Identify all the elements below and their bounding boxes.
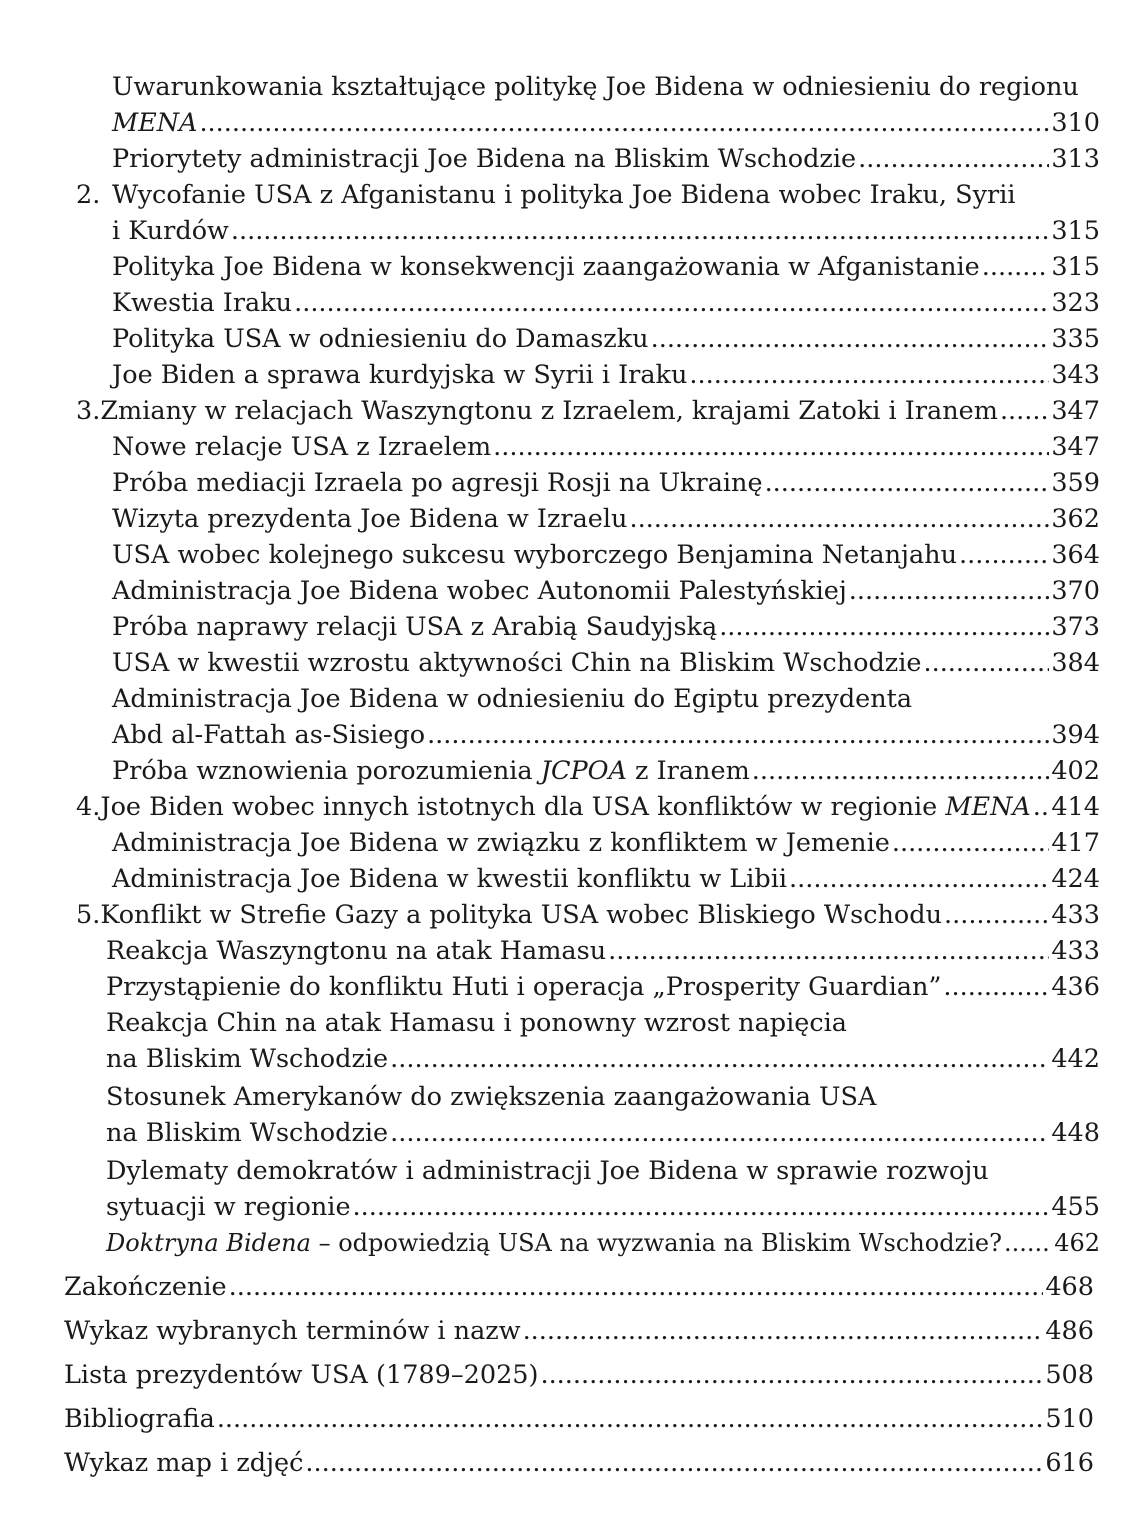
dot-leader	[944, 898, 1049, 932]
toc-entry-title: Administracja Joe Bidena w związku z konfliktem w Jemenie	[112, 828, 890, 858]
title-italic-part: MENA	[945, 792, 1031, 822]
toc-page-number: 394	[1051, 720, 1100, 750]
title-part: Joe Biden wobec innych istotnych dla USA konfliktów w regionie	[100, 792, 946, 822]
section-number: 4.	[76, 792, 101, 822]
toc-entry-title: Próba mediacji Izraela po agresji Rosji na Ukrainę	[112, 468, 763, 498]
dot-leader	[858, 142, 1049, 176]
dot-leader	[923, 646, 1049, 680]
dot-leader	[789, 862, 1049, 896]
title-part: – odpowiedzią USA na wyzwania na Bliskim Wschodzie?	[310, 1229, 1002, 1257]
toc-entry-title-line1: Stosunek Amerykanów do zwiększenia zaangażowania USA	[106, 1082, 877, 1112]
toc-entry-title: MENA	[112, 108, 198, 138]
toc-entry-title-line1: Reakcja Chin na atak Hamasu i ponowny wzrost napięcia	[106, 1008, 847, 1038]
toc-page-number: 370	[1051, 576, 1100, 606]
toc-entry-title	[112, 754, 750, 788]
section-title-text: Wycofanie USA z Afganistanu i polityka Joe Bidena wobec Iraku, Syrii	[112, 180, 1016, 210]
toc-section[interactable]	[76, 790, 1100, 824]
section-number: 2.	[76, 180, 101, 210]
dot-leader	[765, 466, 1050, 500]
toc-entry[interactable]	[106, 1226, 1100, 1260]
dot-leader	[719, 610, 1049, 644]
toc-page-number: 462	[1054, 1229, 1100, 1257]
dot-leader	[427, 718, 1049, 752]
toc-top-entry[interactable]	[64, 1446, 1094, 1480]
toc-page-number: 508	[1045, 1360, 1094, 1390]
toc-page-number: 433	[1051, 936, 1100, 966]
dot-leader	[353, 1190, 1050, 1224]
toc-page-number: 468	[1045, 1272, 1094, 1302]
toc-entry-title: Lista prezydentów USA (1789–2025)	[64, 1360, 539, 1390]
toc-entry-title: Konflikt w Strefie Gazy a polityka USA wobec Bliskiego Wschodu	[100, 900, 942, 930]
toc-entry[interactable]	[112, 106, 1100, 140]
toc-entry-title	[100, 790, 1030, 824]
dot-leader	[982, 250, 1050, 284]
toc-top-entry[interactable]	[64, 1402, 1094, 1436]
dot-leader	[651, 322, 1050, 356]
dot-leader	[305, 1446, 1043, 1480]
toc-page-number: 455	[1051, 1192, 1100, 1222]
toc-page-number: 343	[1051, 360, 1100, 390]
dot-leader	[390, 1116, 1049, 1150]
toc-page-number: 313	[1051, 144, 1100, 174]
toc-entry-title: na Bliskim Wschodzie	[106, 1044, 389, 1074]
toc-entry[interactable]	[112, 754, 1100, 788]
title-italic-part: Doktryna Bidena	[106, 1229, 311, 1257]
toc-entry[interactable]	[112, 358, 1100, 392]
toc-page-number: 486	[1045, 1316, 1094, 1346]
title-part: z Iranem	[626, 756, 750, 786]
toc-entry[interactable]	[106, 970, 1100, 1004]
toc-entry[interactable]	[106, 1116, 1100, 1150]
toc-page-number: 414	[1051, 792, 1100, 822]
toc-entry-title: Abd al-Fattah as-Sisiego	[112, 720, 426, 750]
toc-entry-title: Wizyta prezydenta Joe Bidena w Izraelu	[112, 504, 628, 534]
dot-leader	[959, 538, 1049, 572]
section-number: 5.	[76, 900, 101, 930]
toc-entry[interactable]	[112, 142, 1100, 176]
toc-entry-title: USA w kwestii wzrostu aktywności Chin na Bliskim Wschodzie	[112, 648, 922, 678]
toc-entry-title: Polityka USA w odniesieniu do Damaszku	[112, 324, 649, 354]
toc-entry-title: Zmiany w relacjach Waszyngtonu z Izraelem, krajami Zatoki i Iranem	[100, 396, 998, 426]
toc-top-entry[interactable]	[64, 1270, 1094, 1304]
dot-leader	[217, 1402, 1044, 1436]
toc-page-number: 359	[1051, 468, 1100, 498]
toc-entry-title-line1: Uwarunkowania kształtujące politykę Joe Bidena w odniesieniu do regionu	[112, 72, 1079, 102]
toc-entry-title: na Bliskim Wschodzie	[106, 1118, 389, 1148]
toc-top-entry[interactable]	[64, 1314, 1094, 1348]
dot-leader	[608, 934, 1049, 968]
toc-entry[interactable]	[112, 466, 1100, 500]
toc-entry-title: sytuacji w regionie	[106, 1192, 351, 1222]
toc-page-number: 616	[1045, 1448, 1094, 1478]
toc-page-number: 417	[1051, 828, 1100, 858]
toc-entry-title: Przystąpienie do konfliktu Huti i operacja „Prosperity Guardian”	[106, 972, 942, 1002]
toc-page-number: 315	[1051, 252, 1100, 282]
toc-page-number: 433	[1051, 900, 1100, 930]
toc-page-number: 384	[1051, 648, 1100, 678]
dot-leader	[1033, 790, 1050, 824]
dot-leader	[231, 214, 1049, 248]
toc-entry[interactable]	[112, 430, 1100, 464]
toc-entry-title: Kwestia Iraku	[112, 288, 293, 318]
toc-entry-title: Nowe relacje USA z Izraelem	[112, 432, 492, 462]
toc-page-number: 402	[1051, 756, 1100, 786]
toc-entry[interactable]	[106, 1190, 1100, 1224]
toc-entry-title: Reakcja Waszyngtonu na atak Hamasu	[106, 936, 607, 966]
dot-leader	[943, 970, 1049, 1004]
toc-page-number: 335	[1051, 324, 1100, 354]
toc-entry[interactable]	[112, 610, 1100, 644]
toc-entry[interactable]	[112, 574, 1100, 608]
toc-entry[interactable]	[106, 934, 1100, 968]
toc-entry-title: Próba naprawy relacji USA z Arabią Saudyjską	[112, 612, 718, 642]
title-italic-part: JCPOA	[540, 756, 627, 786]
toc-entry[interactable]	[112, 286, 1100, 320]
dot-leader	[390, 1042, 1049, 1076]
toc-entry-title: Administracja Joe Bidena w kwestii konfliktu w Libii	[112, 864, 788, 894]
dot-leader	[199, 106, 1049, 140]
toc-entry-title: Wykaz wybranych terminów i nazw	[64, 1316, 521, 1346]
toc-page-number: 442	[1051, 1044, 1100, 1074]
toc-page-number: 310	[1051, 108, 1100, 138]
dot-leader	[229, 1270, 1044, 1304]
toc-entry[interactable]	[112, 826, 1100, 860]
dot-leader	[892, 826, 1049, 860]
toc-page-number: 436	[1051, 972, 1100, 1002]
toc-entry-title: Zakończenie	[64, 1272, 227, 1302]
toc-entry-title: Administracja Joe Bidena wobec Autonomii Palestyńskiej	[112, 576, 847, 606]
toc-entry[interactable]	[112, 322, 1100, 356]
dot-leader	[540, 1358, 1043, 1392]
toc-page-number: 510	[1045, 1404, 1094, 1434]
toc-section[interactable]	[76, 394, 1100, 428]
toc-page-number: 424	[1051, 864, 1100, 894]
toc-top-entry[interactable]	[64, 1358, 1094, 1392]
toc-page-number: 347	[1051, 432, 1100, 462]
dot-leader	[629, 502, 1049, 536]
toc-entry[interactable]	[112, 862, 1100, 896]
section-number: 3.	[76, 396, 101, 426]
toc-entry-title-line1: Administracja Joe Bidena w odniesieniu do Egiptu prezydenta	[112, 684, 913, 714]
dot-leader	[1004, 1226, 1052, 1260]
toc-page-number: 364	[1051, 540, 1100, 570]
toc-entry-title: USA wobec kolejnego sukcesu wyborczego Benjamina Netanjahu	[112, 540, 958, 570]
toc-section[interactable]	[76, 898, 1100, 932]
dot-leader	[689, 358, 1049, 392]
toc-entry[interactable]	[112, 538, 1100, 572]
toc-page-number: 323	[1051, 288, 1100, 318]
toc-entry-title	[106, 1226, 1002, 1260]
dot-leader	[752, 754, 1050, 788]
title-part: Próba wznowienia porozumienia	[112, 756, 541, 786]
toc-entry[interactable]	[112, 646, 1100, 680]
toc-entry-title-line1: Dylematy demokratów i administracji Joe Bidena w sprawie rozwoju	[106, 1156, 989, 1186]
toc-page-number: 448	[1051, 1118, 1100, 1148]
toc-entry[interactable]	[112, 250, 1100, 284]
dot-leader	[523, 1314, 1044, 1348]
toc-entry-title: Polityka Joe Bidena w konsekwencji zaangażowania w Afganistanie	[112, 252, 980, 282]
dot-leader	[849, 574, 1050, 608]
toc-page-number: 315	[1051, 216, 1100, 246]
toc-page-number: 347	[1051, 396, 1100, 426]
dot-leader	[493, 430, 1049, 464]
toc-entry-title: Joe Biden a sprawa kurdyjska w Syrii i Iraku	[112, 360, 688, 390]
toc-entry-title: Wykaz map i zdjęć	[64, 1448, 304, 1478]
toc-entry-title: i Kurdów	[112, 216, 229, 246]
dot-leader	[294, 286, 1049, 320]
dot-leader	[1000, 394, 1049, 428]
toc-entry-title: Bibliografia	[64, 1404, 215, 1434]
toc-entry[interactable]	[112, 502, 1100, 536]
toc-section-title-line1	[76, 178, 1016, 212]
toc-entry[interactable]	[106, 1042, 1100, 1076]
toc-section[interactable]	[112, 214, 1100, 248]
toc-page-number: 373	[1051, 612, 1100, 642]
toc-page-number: 362	[1051, 504, 1100, 534]
toc-entry-title: Priorytety administracji Joe Bidena na Bliskim Wschodzie	[112, 144, 857, 174]
toc-entry[interactable]	[112, 718, 1100, 752]
